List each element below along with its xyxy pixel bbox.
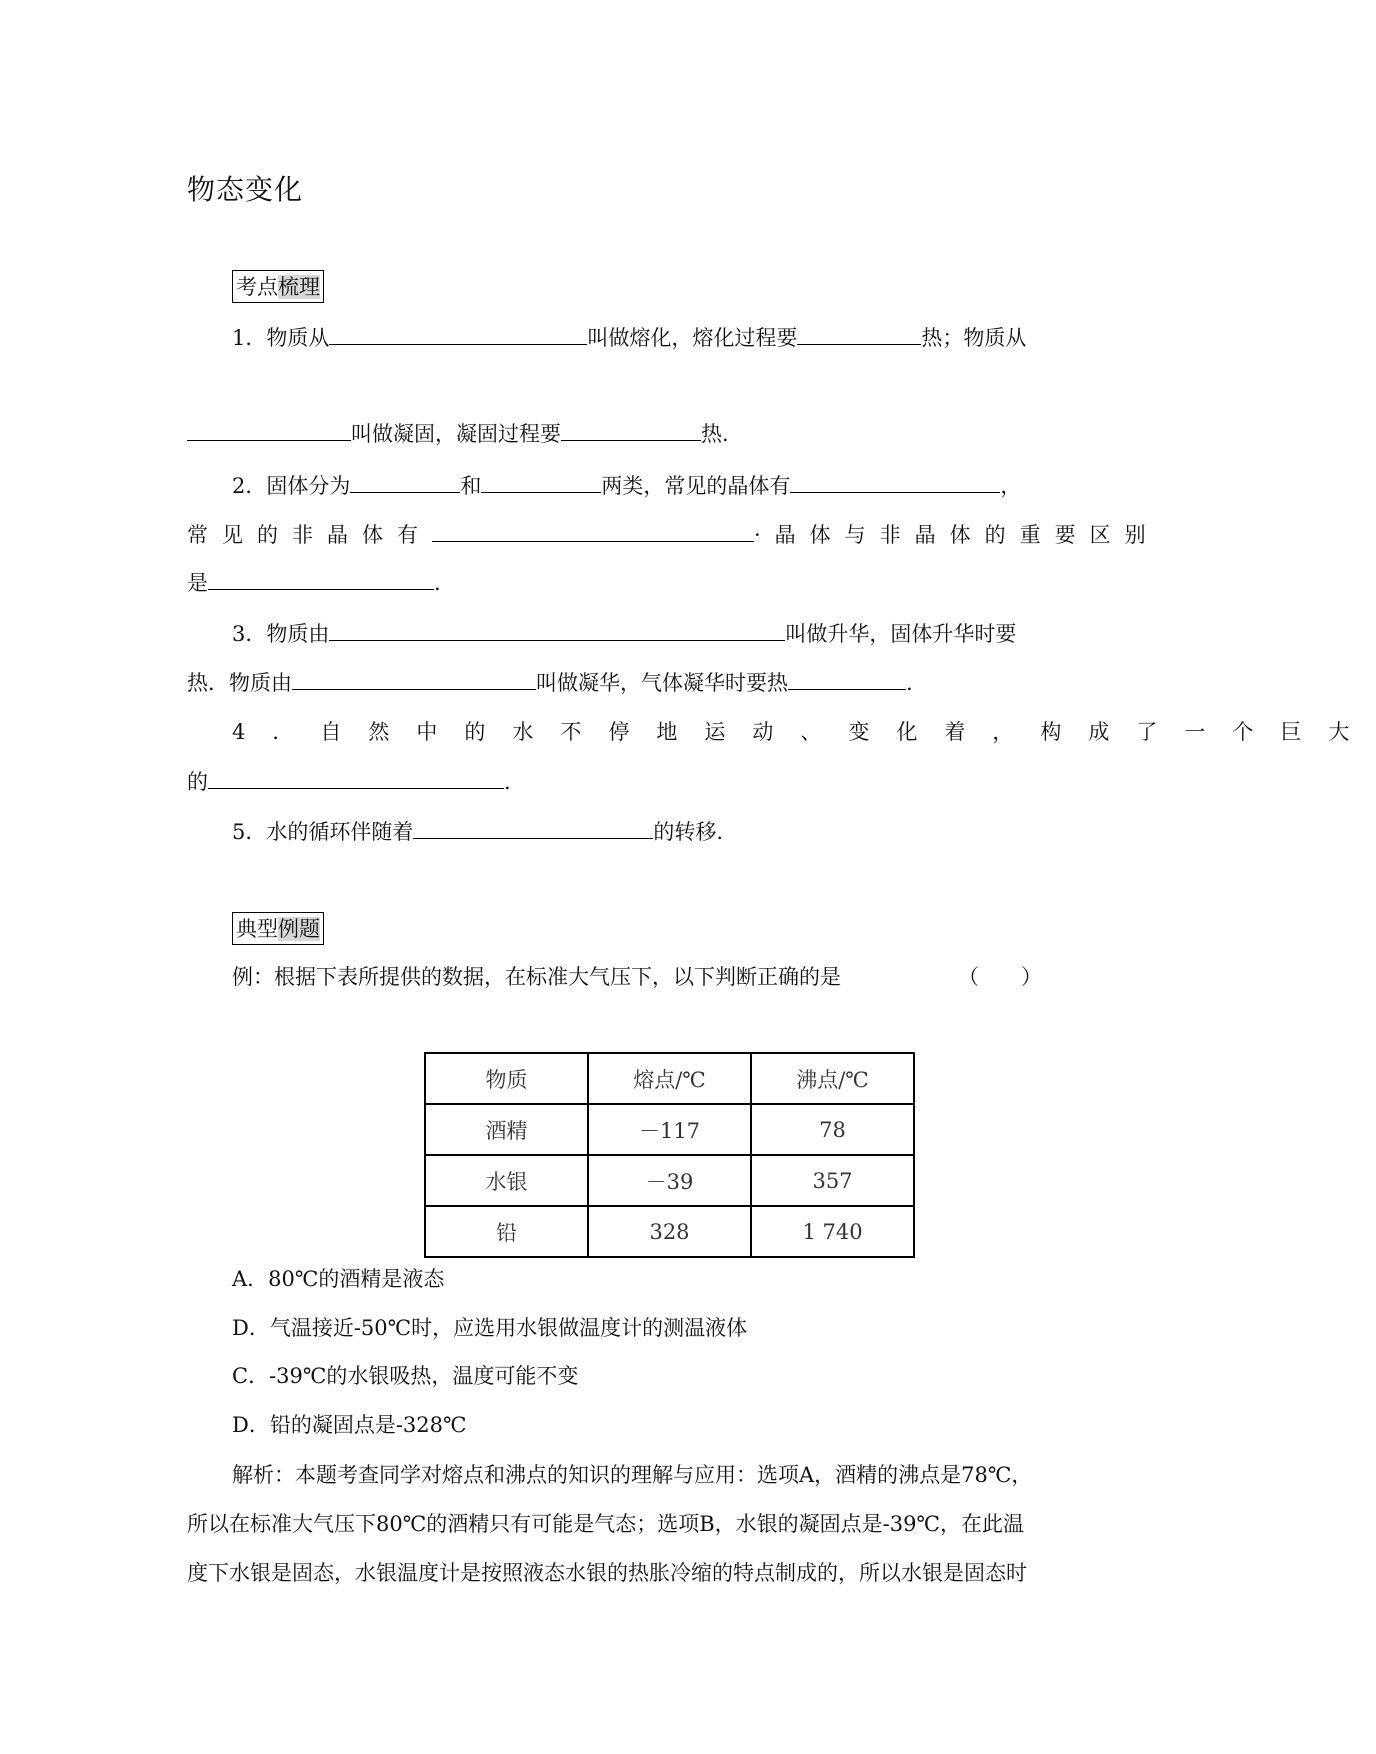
q3-blank-1[interactable] — [329, 618, 785, 641]
question-1-line-2 — [187, 418, 729, 449]
question-2-line-1 — [232, 470, 1021, 501]
option-d: D．铅的凝固点是-328℃ — [232, 1413, 467, 1437]
table-row — [425, 1155, 914, 1206]
q3-text-5: . — [906, 671, 913, 695]
q3-text-3: 热．物质由 — [187, 671, 292, 695]
section-tag-part-a: 考点 — [236, 275, 278, 299]
table-header-row — [425, 1053, 914, 1104]
q3-text-4: 叫做凝华，气体凝华时要热 — [536, 671, 788, 695]
question-4-line-1: 4．自然中的水不停地运动、变化着，构成了一个巨大 — [232, 720, 1376, 744]
question-2-line-2 — [187, 519, 1160, 550]
q2-text-3: 两类，常见的晶体有 — [601, 474, 791, 498]
q2-blank-1[interactable] — [350, 470, 460, 493]
section-tag-part-b: 例题 — [278, 917, 320, 941]
table-cell: 78 — [751, 1104, 914, 1155]
option-a: A．80℃的酒精是液态 — [232, 1267, 445, 1291]
analysis-line-2: 所以在标准大气压下80℃的酒精只有可能是气态；选项B，水银的凝固点是-39℃，在此温 — [187, 1512, 1024, 1536]
q1-blank-1[interactable] — [329, 322, 587, 345]
q2-text-4: ， — [1000, 474, 1022, 498]
q3-text-2: 叫做升华，固体升华时要 — [785, 622, 1017, 646]
table-row — [425, 1206, 914, 1257]
q1-text-2: 叫做熔化，熔化过程要 — [587, 326, 798, 350]
q2-text-6: ·晶体与非晶体的重要区别 — [754, 523, 1160, 547]
question-1-line-1 — [232, 322, 1026, 353]
q3-blank-3[interactable] — [788, 667, 906, 690]
question-4-line-2 — [187, 766, 511, 797]
table-cell: －117 — [588, 1104, 751, 1155]
table-cell: 357 — [751, 1155, 914, 1206]
section-tag-part-a: 典型 — [236, 917, 278, 941]
q1-blank-4[interactable] — [561, 418, 701, 441]
q5-text-2: 的转移. — [653, 820, 724, 844]
q4-blank-1[interactable] — [208, 766, 504, 789]
question-3-line-2 — [187, 667, 913, 698]
table-cell: 1 740 — [751, 1206, 914, 1257]
q1-text-5: 热. — [701, 422, 729, 446]
table-cell: 水银 — [425, 1155, 588, 1206]
q2-text-7: 是 — [187, 571, 208, 595]
q2-blank-2[interactable] — [481, 470, 601, 493]
analysis-line-1: 解析：本题考查同学对熔点和沸点的知识的理解与应用：选项A，酒精的沸点是78℃， — [232, 1463, 1033, 1487]
table-cell: 铅 — [425, 1206, 588, 1257]
question-5-line — [232, 816, 723, 847]
page-title: 物态变化 — [187, 173, 304, 206]
q1-blank-2[interactable] — [797, 322, 921, 345]
table-header-cell: 熔点/℃ — [588, 1053, 751, 1104]
example-stem — [232, 962, 841, 992]
q3-blank-2[interactable] — [292, 667, 536, 690]
question-2-line-3 — [187, 567, 441, 598]
table-cell: －39 — [588, 1155, 751, 1206]
section-tag-examples — [232, 912, 324, 945]
analysis-line-3: 度下水银是固态，水银温度计是按照液态水银的热胀冷缩的特点制成的，所以水银是固态时 — [187, 1561, 1027, 1585]
table-header-cell: 沸点/℃ — [751, 1053, 914, 1104]
example-stem-text: 例：根据下表所提供的数据，在标准大气压下，以下判断正确的是 — [232, 965, 841, 989]
melting-boiling-table — [424, 1052, 915, 1258]
table-cell: 酒精 — [425, 1104, 588, 1155]
q2-blank-4[interactable] — [432, 519, 754, 542]
option-b: D．气温接近-50℃时，应选用水银做温度计的测温液体 — [232, 1316, 748, 1340]
table-row — [425, 1104, 914, 1155]
q1-blank-3[interactable] — [187, 418, 351, 441]
q1-text-4: 叫做凝固，凝固过程要 — [351, 422, 561, 446]
q1-text-1: 1．物质从 — [232, 326, 330, 350]
q2-text-8: . — [434, 571, 441, 595]
q2-blank-5[interactable] — [208, 567, 434, 590]
section-tag-part-b: 梳理 — [278, 275, 320, 299]
q2-blank-3[interactable] — [790, 470, 1000, 493]
q5-text-1: 5．水的循环伴随着 — [232, 820, 414, 844]
q2-text-5: 常见的非晶体有 — [187, 523, 432, 547]
table-header-cell: 物质 — [425, 1053, 588, 1104]
q5-blank-1[interactable] — [413, 816, 653, 839]
question-3-line-1 — [232, 618, 1016, 649]
q1-text-3: 热；物质从 — [921, 326, 1027, 350]
answer-paren: （ ） — [958, 965, 1042, 989]
q4-text-3: . — [504, 770, 511, 794]
q3-text-1: 3．物质由 — [232, 622, 330, 646]
section-tag-key-points — [232, 270, 324, 303]
q2-text-2: 和 — [460, 474, 482, 498]
table-cell: 328 — [588, 1206, 751, 1257]
q4-text-2: 的 — [187, 770, 208, 794]
q2-text-1: 2．固体分为 — [232, 474, 351, 498]
option-c: C．-39℃的水银吸热，温度可能不变 — [232, 1364, 579, 1388]
